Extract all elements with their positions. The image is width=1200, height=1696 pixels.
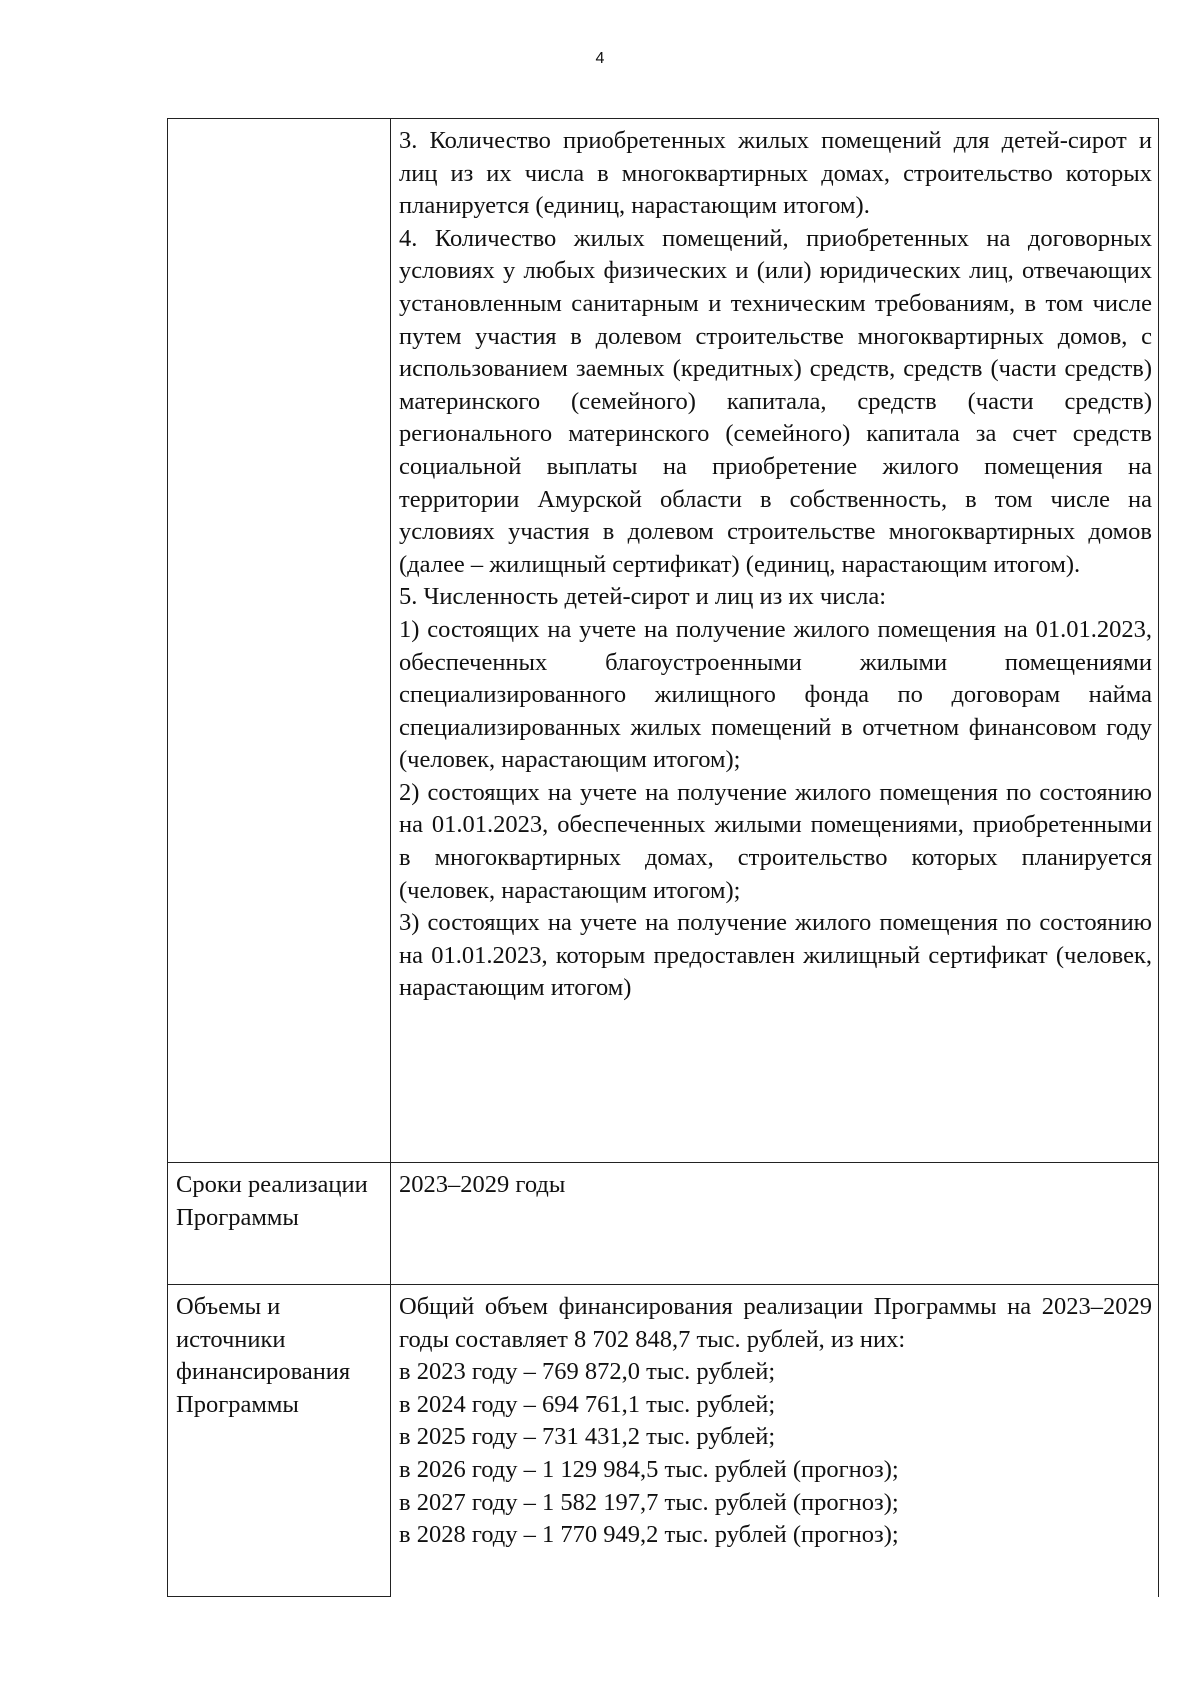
terms-row (168, 1163, 1159, 1285)
indicator-4: 4. Количество жилых помещений, приобретенных на договорных условиях у любых физических и (или) юридических лиц, отвечающих установленным санитарным и техническим требованиям, в том числе путем участия в долевом строительстве многоквартирных домов, с использованием заемных (кредитных) средств, средств (части средств) материнского (семейного) капитала, средств (части средств) регионального материнского (семейного) капитала за счет средств социальной выплаты на приобретение жилого помещения на территории Амурской области в собственность, в том числе на условиях участия в долевом строительстве многоквартирных домов (далее – жилищный сертификат) (единиц, нарастающим итогом). (399, 224, 1152, 578)
funding-label: Объемы и источники финансирования Программы (168, 1285, 391, 1597)
program-passport-table (167, 118, 1159, 1597)
funding-year-2023: в 2023 году – 769 872,0 тыс. рублей; (399, 1358, 776, 1386)
indicators-content-cell (391, 119, 1159, 1163)
indicators-row (168, 119, 1159, 1163)
funding-year-2027: в 2027 году – 1 582 197,7 тыс. рублей (прогноз); (399, 1488, 899, 1516)
funding-content-cell (391, 1285, 1159, 1597)
terms-label: Сроки реализации Программы (168, 1163, 391, 1285)
funding-year-2025: в 2025 году – 731 431,2 тыс. рублей; (399, 1423, 776, 1451)
funding-year-2028: в 2028 году – 1 770 949,2 тыс. рублей (прогноз); (399, 1521, 899, 1549)
funding-year-2026: в 2026 году – 1 129 984,5 тыс. рублей (прогноз); (399, 1455, 899, 1483)
funding-row (168, 1285, 1159, 1597)
terms-value: 2023–2029 годы (391, 1163, 1159, 1285)
page-number: 4 (595, 50, 605, 67)
indicators-label-cell (168, 119, 391, 1163)
funding-year-2024: в 2024 году – 694 761,1 тыс. рублей; (399, 1390, 776, 1418)
indicator-5-heading: 5. Численность детей-сирот и лиц из их числа: (399, 583, 887, 611)
funding-intro: Общий объем финансирования реализации Программы на 2023–2029 годы составляет 8 702 848,7 тыс. рублей, из них: (399, 1293, 1152, 1353)
indicator-5-3: 3) состоящих на учете на получение жилого помещения по состоянию на 01.01.2023, которым предоставлен жилищный сертификат (человек, нарастающим итогом) (399, 909, 1152, 1002)
indicator-5-1: 1) состоящих на учете на получение жилого помещения на 01.01.2023, обеспеченных благоустроенными жилыми помещениями специализированного жилищного фонда по договорам найма специализированных жилых помещений в отчетном финансовом году (человек, нарастающим итогом); (399, 615, 1152, 774)
indicator-5-2: 2) состоящих на учете на получение жилого помещения по состоянию на 01.01.2023, обеспеченных жилыми помещениями, приобретенными в многоквартирных домах, строительство которых планируется (человек, нарастающим итогом); (399, 778, 1152, 904)
indicator-3: 3. Количество приобретенных жилых помещений для детей-сирот и лиц из их числа в многоквартирных домах, строительство которых планируется (единиц, нарастающим итогом). (399, 127, 1152, 220)
